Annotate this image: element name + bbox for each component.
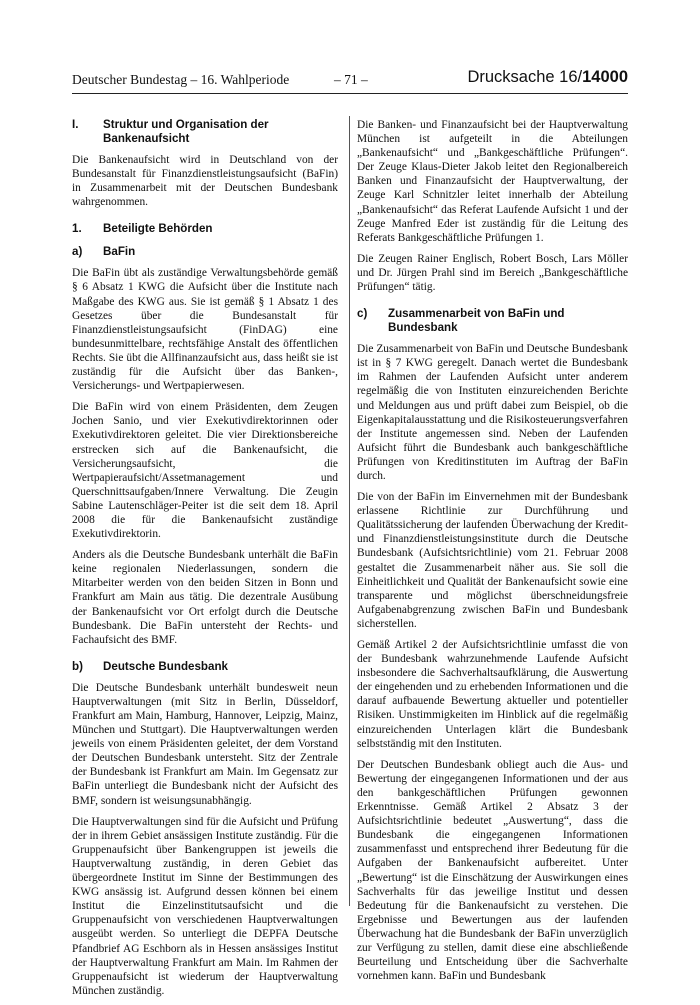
paragraph: Gemäß Artikel 2 der Aufsichtsrichtlinie umfasst die von der Bundesbank wahrzunehmende Laufende Aufsicht insbesondere die Sachverhaltsaufklärung, die Auswertung der eingehenden und zu erhebenden Informationen und die darauf aufbauende Bewertung aktueller und potentieller Risiken. Unstimmigkeiten im Hinblick auf die regelmäßig einzureichenden Unterlagen klärt die Bundesbank selbstständig mit den Instituten.: [357, 639, 628, 750]
section-number: a): [72, 245, 83, 259]
section-number: I.: [72, 118, 79, 131]
page-number: – 71 –: [334, 72, 368, 87]
paragraph: Die Bankenaufsicht wird in Deutschland von der Bundesanstalt für Finanzdienstleistungsaufsicht (BaFin) in Zusammenarbeit mit der Deutschen Bundesbank wahrgenommen.: [72, 154, 338, 209]
section-heading-1: [72, 222, 338, 236]
subsection-heading-a: [72, 245, 338, 259]
section-number: 1.: [72, 222, 82, 236]
section-number: c): [357, 307, 368, 321]
page-header: [72, 70, 628, 90]
paragraph: Die Banken- und Finanzaufsicht bei der Hauptverwaltung München ist aufgeteilt in die Abteilungen „Bankenaufsicht“ und „Bankgeschäftliche Prüfungen“. Der Zeuge Klaus-Dieter Jakob leitet den Regionalbereich Banken und Finanzaufsicht der Hauptverwaltung, der Zeuge Karl Schnitzler leitet innerhalb der Abteilung „Bankenaufsicht“ das Referat Laufende Aufsicht 1 und der Zeuge Manfred Eder ist zuständig für die Leitung des Referats Bankgeschäftliche Prüfungen 1.: [357, 119, 628, 244]
document-number-prefix: Drucksache 16/: [467, 68, 583, 86]
section-heading-main: [72, 118, 338, 146]
paragraph: Die Hauptverwaltungen sind für die Aufsicht und Prüfung der in ihrem Gebiet ansässigen Institute zuständig. Für die Gruppenaufsicht über Bankengruppen ist jeweils die Hauptverwaltung zuständig, in deren Gebiet das übergeordnete Institut im Sinne der Bestimmungen des KWG ansässig ist. Aufgrund dessen können bei einem Institut die Einzelinstitutsaufsicht und die Gruppenaufsicht von verschiedenen Hauptverwaltungen ausgeübt werden. So unterliegt die DEPFA Deutsche Pfandbrief AG Eschborn als in Hessen ansässiges Institut der Hauptverwaltung Frankfurt am Main. Im Rahmen der Gruppenaufsicht ist wiederum der Hauptverwaltung München zuständig.: [72, 815, 338, 997]
paragraph: Die BaFin übt als zuständige Verwaltungsbehörde gemäß § 6 Absatz 1 KWG die Aufsicht über die Institute nach Maßgabe des KWG aus. Sie ist gemäß § 1 Absatz 1 des Gesetzes über die Bundesanstalt für Finanzdienstleistungsaufsicht (FinDAG) eine bundesunmittelbare, rechtsfähige Anstalt des öffentlichen Rechts. Sie übt die Allfinanzaufsicht aus, dass heißt sie ist zuständig für die Aufsicht über das Banken-, Versicherungs- und Wertpapierwesen.: [72, 267, 338, 393]
section-title: BaFin: [103, 245, 136, 259]
left-column: [72, 118, 338, 1005]
paragraph: Anders als die Deutsche Bundesbank unterhält die BaFin keine regionalen Niederlassungen, sondern die Mitarbeiter werden von den beiden Sitzen in Bonn und Frankfurt am Main aus tätig. Die dezentrale Ausübung der Bankenaufsicht vor Ort erfolgt durch die Deutsche Bundesbank. Die BaFin untersteht der Rechts- und Fachaufsicht des BMF.: [72, 549, 338, 646]
header-publication: Deutscher Bundestag – 16. Wahlperiode: [72, 72, 290, 87]
section-title: Deutsche Bundesbank: [103, 659, 228, 673]
right-column: [357, 118, 628, 990]
paragraph: Die Zusammenarbeit von BaFin und Deutsche Bundesbank ist in § 7 KWG geregelt. Danach wertet die Bundesbank im Rahmen der Laufenden Aufsicht unter anderem regelmäßig die von Instituten einzureichenden Berichte und Meldungen aus und prüft dabei zum Beispiel, ob die Eigenkapitalausstattung und die Risikosteuerungsverfahren der Institute angemessen sind. Neben der Laufenden Aufsicht führt die Bundesbank auch bankgeschäftliche Prüfungen von Kreditinstituten im Auftrag der BaFin durch.: [357, 343, 628, 482]
paragraph: Die BaFin wird von einem Präsidenten, dem Zeugen Jochen Sanio, und vier Exekutivdirektorinnen oder Exekutivdirektoren geleitet. Die vier Direktionsbereiche erstrecken sich auf die Bankenaufsicht, die Versicherungsaufsicht, die Wertpapieraufsicht/Assetmanagement und Querschnittsaufgaben/Innere Verwaltung. Die Zeugin Sabine Lautenschläger-Peiter ist die seit dem 18. April 2008 die für die Bankenaufsicht zuständige Exekutivdirektorin.: [72, 401, 338, 541]
section-title: Beteiligte Behörden: [103, 222, 213, 236]
subsection-heading-c: [357, 307, 628, 335]
section-title: Struktur und Organisation der Bankenaufsicht: [103, 118, 269, 145]
paragraph: Der Deutschen Bundesbank obliegt auch die Aus- und Bewertung der eingegangenen Informationen und der aus den bankgeschäftlichen Prüfungen gewonnen Erkenntnisse. Gemäß Artikel 2 Absatz 3 der Aufsichtsrichtlinie bedeutet „Auswertung“, dass die Bundesbank die eingegangenen Informationen zusammenfasst und entsprechend ihrer Bedeutung für die Aufgaben der Bankenaufsicht aufbereitet. Unter „Bewertung“ ist die Einschätzung der Auswirkungen eines Sachverhalts für das jeweilige Institut und dessen Bedeutung für die Bankenaufsicht zu verstehen. Die Ergebnisse und Bewertungen aus der laufenden Überwachung hat die Bundesbank der BaFin unverzüglich zur Verfügung zu stellen, damit diese eine abschließende Beurteilung und Entscheidung über die Sachverhalte vornehmen kann. BaFin und Bundesbank: [357, 758, 628, 983]
section-title: Zusammenarbeit von BaFin und Bundesbank: [388, 307, 565, 335]
subsection-heading-b: [72, 660, 338, 674]
document-number: [467, 68, 628, 87]
paragraph: Die Deutsche Bundesbank unterhält bundesweit neun Hauptverwaltungen (mit Sitz in Berlin, Düsseldorf, Frankfurt am Main, Hamburg, Hannover, Leipzig, Mainz, München und Stuttgart). Die Hauptverwaltungen werden jeweils von einem Präsidenten geleitet, der dem Vorstand der Deutschen Bundesbank untersteht. Sitz der Zentrale der Bundesbank ist Frankfurt am Main. Im Gegensatz zur BaFin unterliegt die Bundesbank nicht der Aufsicht des BMF, sondern ist weisungsunabhängig.: [72, 681, 338, 807]
document-number-value: 14000: [582, 68, 628, 86]
column-divider: [349, 116, 350, 906]
section-number: b): [72, 659, 83, 673]
paragraph: Die von der BaFin im Einvernehmen mit der Bundesbank erlassene Richtlinie zur Durchführung und Qualitätssicherung der laufenden Überwachung der Kredit- und Finanzdienstleistungsinstitute durch die Deutsche Bundesbank (Aufsichtsrichtlinie) vom 21. Februar 2008 gestaltet die Zusammenarbeit näher aus. Sie soll die Einheitlichkeit und Qualität der Bankenaufsicht sowie eine transparente und möglichst überschneidungsfreie Aufgabenabgrenzung zwischen BaFin und Bundesbank sicherstellen.: [357, 491, 628, 630]
paragraph: Die Zeugen Rainer Englisch, Robert Bosch, Lars Möller und Dr. Jürgen Prahl sind im Bereich „Bankgeschäftliche Prüfungen“ tätig.: [357, 252, 628, 294]
header-rule: [72, 93, 628, 94]
